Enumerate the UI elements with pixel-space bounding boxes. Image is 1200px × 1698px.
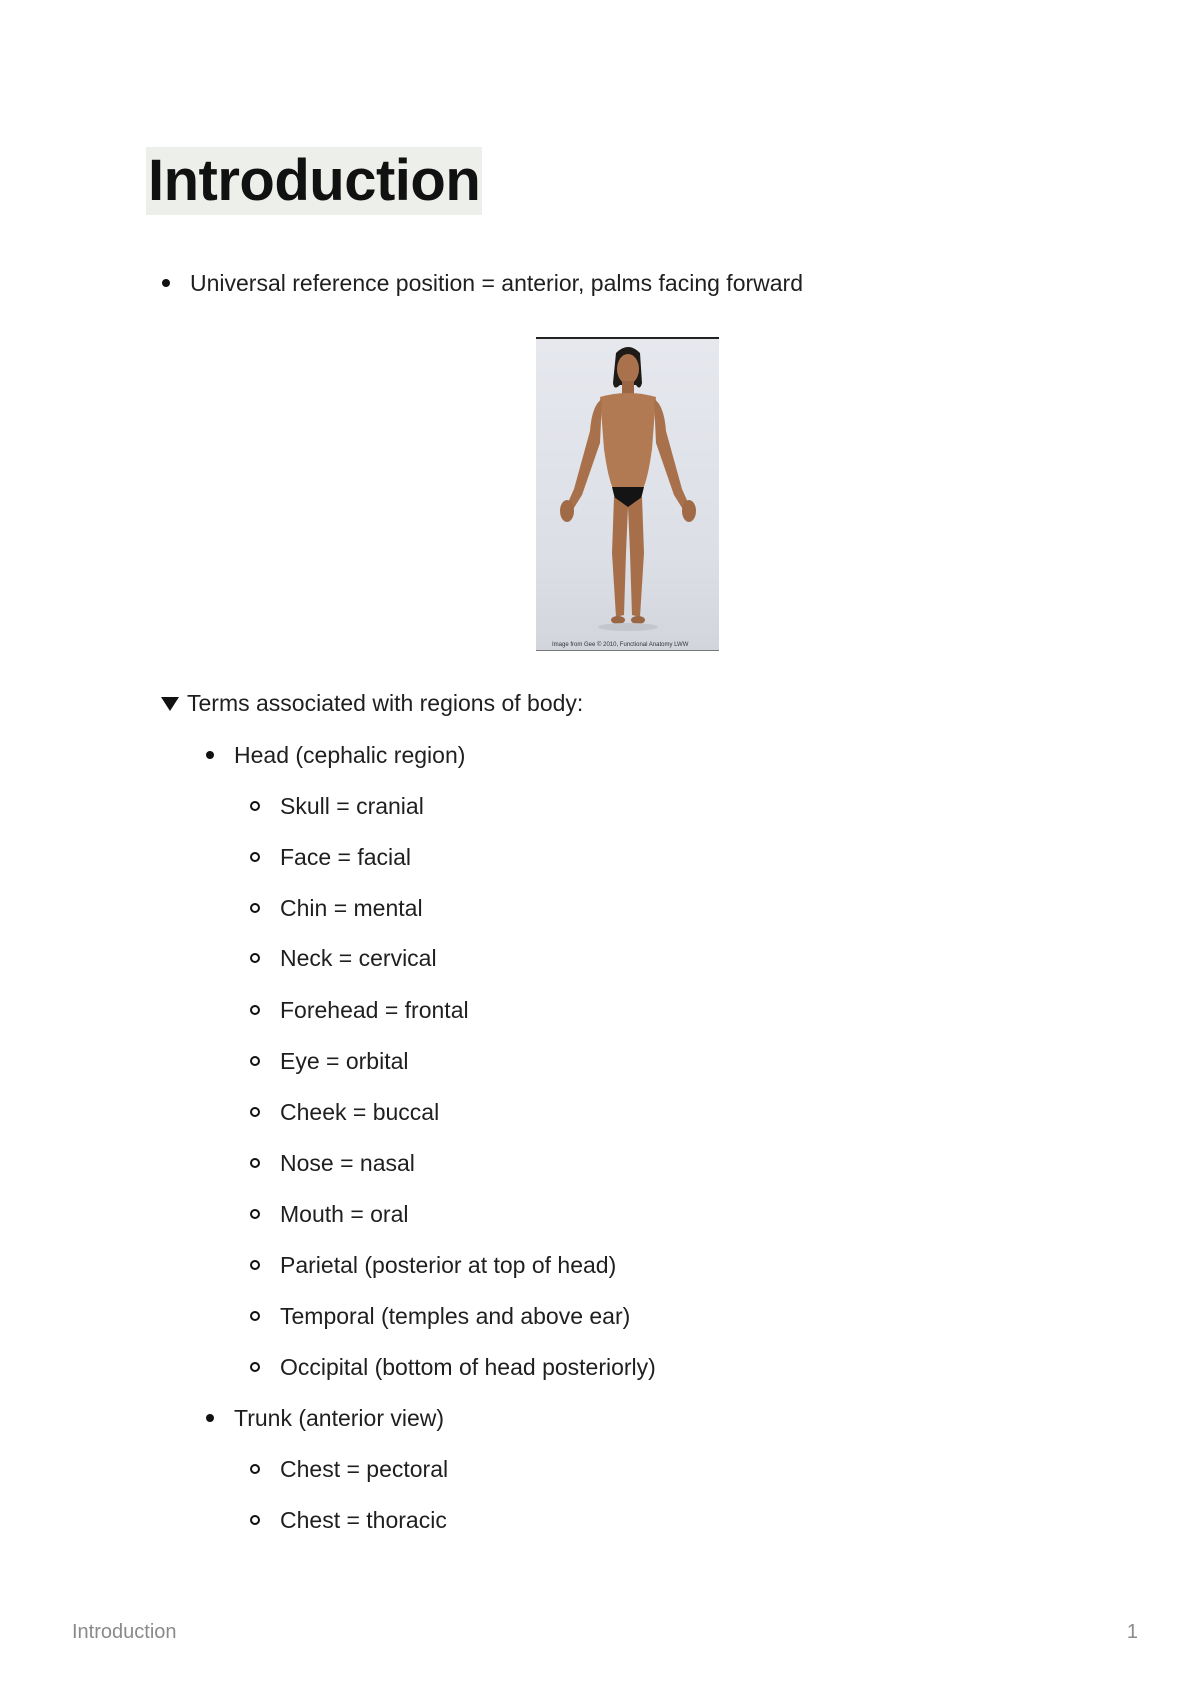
term-text: Forehead = frontal — [280, 997, 469, 1023]
regions-toggle[interactable] — [161, 688, 583, 718]
group-label: Trunk (anterior view) — [234, 1405, 445, 1431]
list-item — [250, 1250, 616, 1280]
term-text: Mouth = oral — [280, 1201, 409, 1227]
intro-bullet-text: Universal reference position = anterior, palms facing forward — [190, 270, 803, 296]
bullet-ring-icon — [250, 1209, 260, 1219]
toggle-label: Terms associated with regions of body: — [187, 690, 584, 716]
bullet-ring-icon — [250, 801, 260, 811]
list-item — [250, 943, 437, 973]
term-text: Temporal (temples and above ear) — [280, 1303, 631, 1329]
list-item — [250, 1148, 415, 1178]
group-label: Head (cephalic region) — [234, 742, 466, 768]
footer-page-number: 1 — [1126, 1621, 1138, 1643]
bullet-ring-icon — [250, 1464, 260, 1474]
bullet-ring-icon — [250, 1362, 260, 1372]
term-text: Chest = pectoral — [280, 1456, 449, 1482]
list-item — [250, 995, 469, 1025]
bullet-ring-icon — [250, 1107, 260, 1117]
list-item — [250, 1046, 409, 1076]
list-item — [250, 791, 424, 821]
page-title: Introduction — [148, 148, 481, 213]
bullet-ring-icon — [250, 1158, 260, 1168]
list-item — [250, 1199, 409, 1229]
bullet-ring-icon — [250, 953, 260, 963]
bullet-ring-icon — [250, 852, 260, 862]
bullet-ring-icon — [250, 1515, 260, 1525]
standing-figure-illustration — [536, 339, 719, 650]
term-text: Cheek = buccal — [280, 1099, 440, 1125]
term-text: Chest = thoracic — [280, 1507, 447, 1533]
bullet-ring-icon — [250, 1260, 260, 1270]
toggle-triangle-down-icon[interactable] — [161, 697, 179, 711]
term-text: Chin = mental — [280, 895, 423, 921]
bullet-disc-icon — [162, 279, 170, 287]
bullet-ring-icon — [250, 1056, 260, 1066]
term-text: Face = facial — [280, 844, 412, 870]
anatomical-position-image — [536, 337, 719, 651]
image-credit-caption: Image from Gee © 2010, Functional Anatomy LWW — [552, 642, 689, 648]
footer-section-name: Introduction — [72, 1621, 177, 1643]
list-item — [250, 1454, 448, 1484]
list-item — [250, 1505, 447, 1535]
list-item — [250, 842, 411, 872]
bullet-disc-icon — [206, 1414, 214, 1422]
term-text: Neck = cervical — [280, 945, 437, 971]
term-text: Parietal (posterior at top of head) — [280, 1252, 617, 1278]
bullet-disc-icon — [206, 751, 214, 759]
list-item — [250, 893, 423, 923]
term-text: Nose = nasal — [280, 1150, 415, 1176]
bullet-ring-icon — [250, 903, 260, 913]
list-item — [250, 1301, 630, 1331]
term-text: Eye = orbital — [280, 1048, 409, 1074]
term-text: Occipital (bottom of head posteriorly) — [280, 1354, 656, 1380]
intro-bullet-item — [162, 268, 803, 298]
bullet-ring-icon — [250, 1005, 260, 1015]
term-text: Skull = cranial — [280, 793, 424, 819]
list-item-head — [206, 740, 465, 770]
list-item — [250, 1097, 439, 1127]
bullet-ring-icon — [250, 1311, 260, 1321]
list-item — [250, 1352, 656, 1382]
list-item-trunk — [206, 1403, 444, 1433]
